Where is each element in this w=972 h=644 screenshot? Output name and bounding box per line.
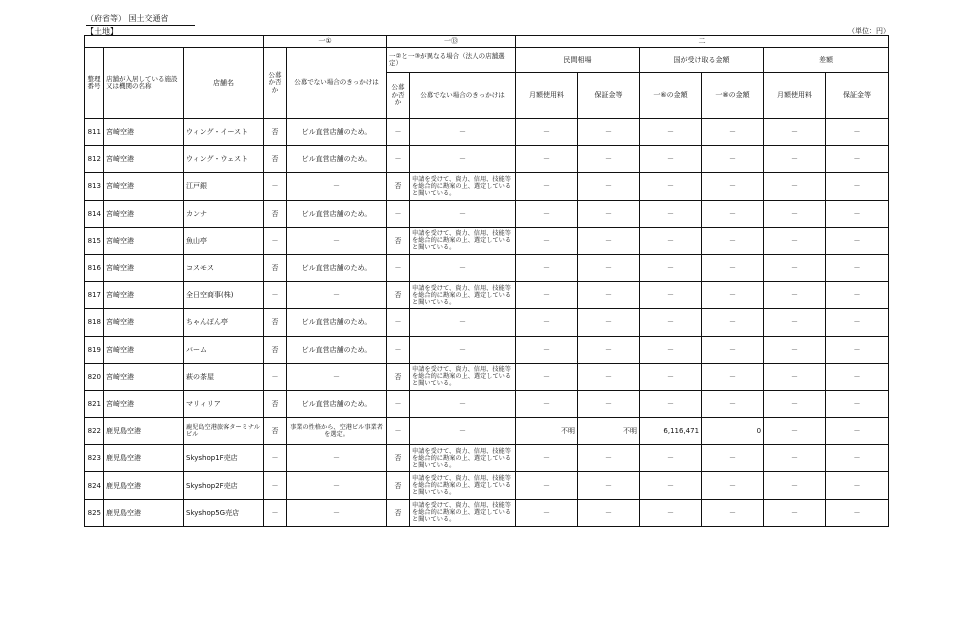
cell-reason-2: － [410,336,516,363]
table-row [85,282,889,309]
cell-reason-1: － [287,173,387,200]
cell-public-2: － [387,418,410,445]
cell-no: 824 [85,472,104,499]
cell-public-1: － [264,363,287,390]
category-label: 【土地】 [86,27,118,36]
cell-public-1: － [264,282,287,309]
cell-market-monthly: － [516,146,578,173]
cell-gap-deposit: － [826,418,889,445]
cell-national-8: － [702,363,764,390]
table-row [85,390,889,417]
cell-reason-2: 申請を受けて、資力、信用、技能等を総合的に勘案の上、選定していると聞いている。 [410,282,516,309]
cell-reason-2: 申請を受けて、資力、信用、技能等を総合的に勘案の上、選定していると聞いている。 [410,472,516,499]
cell-market-monthly: － [516,282,578,309]
cell-no: 818 [85,309,104,336]
cell-market-deposit: － [578,146,640,173]
cell-facility: 宮崎空港 [104,173,184,200]
cell-market-monthly: 不明 [516,418,578,445]
cell-facility: 鹿児島空港 [104,499,184,526]
header-reason-1: 公募でない場合のきっかけは [287,48,387,119]
cell-gap-monthly: － [764,254,826,281]
table-row [85,499,889,526]
cell-public-1: 否 [264,146,287,173]
header-facility: 店舗が入居している施設又は機関の名称 [104,48,184,119]
cell-no: 817 [85,282,104,309]
cell-gap-deposit: － [826,146,889,173]
cell-gap-monthly: － [764,336,826,363]
cell-public-2: 否 [387,227,410,254]
cell-facility: 鹿児島空港 [104,472,184,499]
cell-market-monthly: － [516,445,578,472]
cell-store: Skyshop2F売店 [184,472,264,499]
cell-reason-1: ビル直営店舗のため。 [287,309,387,336]
cell-public-2: 否 [387,445,410,472]
cell-reason-2: － [410,146,516,173]
header-diff: 一②と一③が異なる場合（法人の店舗選定） [387,48,516,73]
cell-national-8: － [702,200,764,227]
ministry-label: （府省等） 国土交通省 [86,13,195,26]
cell-gap-monthly: － [764,173,826,200]
cell-public-2: － [387,146,410,173]
cell-no: 820 [85,363,104,390]
cell-market-deposit: － [578,336,640,363]
cell-market-monthly: － [516,390,578,417]
cell-store: カンナ [184,200,264,227]
cell-gap-monthly: － [764,282,826,309]
cell-national-8: － [702,445,764,472]
cell-reason-2: 申請を受けて、資力、信用、技能等を総合的に勘案の上、選定していると聞いている。 [410,363,516,390]
cell-public-1: － [264,227,287,254]
cell-no: 814 [85,200,104,227]
cell-facility: 宮崎空港 [104,119,184,146]
cell-facility: 宮崎空港 [104,390,184,417]
cell-market-monthly: － [516,227,578,254]
cell-gap-monthly: － [764,499,826,526]
cell-no: 811 [85,119,104,146]
table-row [85,254,889,281]
cell-gap-deposit: － [826,200,889,227]
cell-store: コスモス [184,254,264,281]
cell-public-1: － [264,173,287,200]
cell-no: 812 [85,146,104,173]
cell-market-deposit: － [578,390,640,417]
cell-store: 魚山亭 [184,227,264,254]
cell-national-8: － [702,309,764,336]
cell-reason-2: 申請を受けて、資力、信用、技能等を総合的に勘案の上、選定していると聞いている。 [410,499,516,526]
cell-national-6: － [640,173,702,200]
header-group-1: 一① [264,36,387,48]
cell-no: 825 [85,499,104,526]
header-national-8: 一⑧の金額 [702,73,764,119]
cell-public-1: 否 [264,390,287,417]
header-gap-deposit: 保証金等 [826,73,889,119]
cell-market-monthly: － [516,200,578,227]
table-row [85,200,889,227]
table-body [85,119,889,527]
cell-market-monthly: － [516,119,578,146]
cell-public-2: － [387,390,410,417]
cell-reason-1: － [287,445,387,472]
cell-reason-1: 事業の性格から、空港ビル事業者を選定。 [287,418,387,445]
header-public-2: 公募か否か [387,73,410,119]
cell-national-6: － [640,282,702,309]
cell-reason-2: － [410,254,516,281]
cell-reason-1: － [287,499,387,526]
cell-store: Skyshop1F売店 [184,445,264,472]
cell-no: 813 [85,173,104,200]
cell-gap-deposit: － [826,445,889,472]
cell-public-2: 否 [387,173,410,200]
table-row [85,472,889,499]
cell-store: 全日空商事(株) [184,282,264,309]
cell-reason-2: － [410,418,516,445]
cell-reason-1: ビル直営店舗のため。 [287,200,387,227]
cell-public-1: 否 [264,309,287,336]
cell-national-8: － [702,254,764,281]
cell-market-deposit: － [578,173,640,200]
table-row [85,309,889,336]
header-national: 国が受け取る金額 [640,48,764,73]
table-row [85,146,889,173]
cell-gap-monthly: － [764,445,826,472]
cell-facility: 宮崎空港 [104,336,184,363]
cell-national-6: － [640,200,702,227]
cell-public-2: 否 [387,363,410,390]
cell-national-8: － [702,282,764,309]
cell-gap-monthly: － [764,146,826,173]
cell-national-6: － [640,363,702,390]
cell-public-1: － [264,499,287,526]
cell-gap-monthly: － [764,309,826,336]
cell-national-6: － [640,472,702,499]
table-row [85,336,889,363]
cell-national-6: － [640,336,702,363]
cell-gap-deposit: － [826,282,889,309]
cell-no: 819 [85,336,104,363]
cell-reason-2: － [410,200,516,227]
cell-public-2: － [387,119,410,146]
cell-public-1: 否 [264,119,287,146]
cell-facility: 宮崎空港 [104,254,184,281]
cell-market-deposit: － [578,309,640,336]
cell-reason-1: － [287,282,387,309]
unit-label: （単位：円） [848,27,890,35]
cell-market-deposit: － [578,499,640,526]
cell-public-2: 否 [387,472,410,499]
cell-national-8: － [702,390,764,417]
cell-facility: 宮崎空港 [104,309,184,336]
header-market: 民間相場 [516,48,640,73]
cell-gap-monthly: － [764,363,826,390]
cell-no: 816 [85,254,104,281]
cell-market-deposit: － [578,200,640,227]
store-table [84,35,889,527]
cell-gap-monthly: － [764,390,826,417]
cell-gap-deposit: － [826,119,889,146]
header-group-13: 一⑬ [387,36,516,48]
cell-national-6: 6,116,471 [640,418,702,445]
cell-gap-monthly: － [764,472,826,499]
cell-gap-deposit: － [826,472,889,499]
cell-market-monthly: － [516,309,578,336]
cell-reason-1: ビル直営店舗のため。 [287,119,387,146]
header-gap: 差額 [764,48,889,73]
cell-market-monthly: － [516,363,578,390]
cell-store: マリィリア [184,390,264,417]
cell-facility: 宮崎空港 [104,363,184,390]
cell-gap-monthly: － [764,418,826,445]
table-header [85,36,889,119]
cell-public-1: － [264,445,287,472]
cell-reason-1: ビル直営店舗のため。 [287,336,387,363]
header-store: 店舗名 [184,48,264,119]
cell-national-6: － [640,227,702,254]
header-market-monthly: 月額使用料 [516,73,578,119]
cell-gap-deposit: － [826,336,889,363]
cell-reason-1: － [287,227,387,254]
cell-national-6: － [640,309,702,336]
cell-store: ウィング・イースト [184,119,264,146]
cell-public-2: － [387,254,410,281]
cell-facility: 鹿児島空港 [104,418,184,445]
cell-reason-1: － [287,472,387,499]
cell-public-2: － [387,200,410,227]
cell-national-8: － [702,472,764,499]
cell-reason-1: ビル直営店舗のため。 [287,254,387,281]
cell-market-monthly: － [516,254,578,281]
cell-public-1: － [264,472,287,499]
cell-market-deposit: － [578,472,640,499]
cell-gap-deposit: － [826,499,889,526]
cell-national-8: － [702,146,764,173]
table-row [85,363,889,390]
header-reason-2: 公募でない場合のきっかけは [410,73,516,119]
cell-market-deposit: － [578,119,640,146]
cell-market-deposit: 不明 [578,418,640,445]
cell-reason-1: ビル直営店舗のため。 [287,146,387,173]
cell-market-deposit: － [578,227,640,254]
header-gap-monthly: 月額使用料 [764,73,826,119]
cell-public-2: 否 [387,499,410,526]
cell-national-8: － [702,119,764,146]
cell-no: 823 [85,445,104,472]
cell-market-monthly: － [516,472,578,499]
cell-gap-deposit: － [826,363,889,390]
cell-reason-2: 申請を受けて、資力、信用、技能等を総合的に勘案の上、選定していると聞いている。 [410,227,516,254]
cell-store: バーム [184,336,264,363]
cell-public-1: 否 [264,418,287,445]
cell-facility: 宮崎空港 [104,146,184,173]
cell-store: ウィング・ウェスト [184,146,264,173]
cell-store: 江戸銀 [184,173,264,200]
header-empty-left [85,36,264,48]
cell-reason-2: 申請を受けて、資力、信用、技能等を総合的に勘案の上、選定していると聞いている。 [410,445,516,472]
cell-public-1: 否 [264,254,287,281]
cell-national-6: － [640,119,702,146]
cell-market-deposit: － [578,445,640,472]
table-row [85,445,889,472]
cell-reason-1: ビル直営店舗のため。 [287,390,387,417]
cell-national-8: － [702,227,764,254]
cell-public-1: 否 [264,200,287,227]
header-group-2: 二 [516,36,889,48]
cell-gap-deposit: － [826,390,889,417]
cell-public-1: 否 [264,336,287,363]
cell-public-2: － [387,336,410,363]
cell-facility: 宮崎空港 [104,227,184,254]
cell-gap-monthly: － [764,119,826,146]
cell-no: 822 [85,418,104,445]
cell-gap-monthly: － [764,200,826,227]
cell-national-6: － [640,445,702,472]
cell-national-6: － [640,254,702,281]
cell-gap-deposit: － [826,309,889,336]
cell-reason-2: 申請を受けて、資力、信用、技能等を総合的に勘案の上、選定していると聞いている。 [410,173,516,200]
cell-facility: 宮崎空港 [104,200,184,227]
table-row [85,173,889,200]
cell-gap-deposit: － [826,227,889,254]
cell-market-monthly: － [516,499,578,526]
cell-market-monthly: － [516,173,578,200]
header-no: 整理番号 [85,48,104,119]
cell-market-monthly: － [516,336,578,363]
cell-market-deposit: － [578,282,640,309]
cell-national-8: 0 [702,418,764,445]
cell-store: 萩の茶屋 [184,363,264,390]
cell-national-8: － [702,336,764,363]
header-national-6: 一⑥の金額 [640,73,702,119]
cell-reason-2: － [410,390,516,417]
cell-market-deposit: － [578,363,640,390]
cell-national-8: － [702,173,764,200]
cell-no: 821 [85,390,104,417]
table-row [85,418,889,445]
cell-gap-deposit: － [826,173,889,200]
cell-facility: 鹿児島空港 [104,445,184,472]
cell-reason-2: － [410,119,516,146]
cell-national-6: － [640,390,702,417]
header-public-1: 公募か否か [264,48,287,119]
cell-public-2: － [387,309,410,336]
cell-reason-2: － [410,309,516,336]
cell-store: Skyshop5G売店 [184,499,264,526]
cell-gap-deposit: － [826,254,889,281]
cell-facility: 宮崎空港 [104,282,184,309]
cell-public-2: 否 [387,282,410,309]
cell-national-6: － [640,146,702,173]
table-row [85,119,889,146]
cell-store: ちゃんぽん亭 [184,309,264,336]
cell-gap-monthly: － [764,227,826,254]
cell-national-6: － [640,499,702,526]
cell-reason-1: － [287,363,387,390]
cell-national-8: － [702,499,764,526]
table-row [85,227,889,254]
cell-store: 鹿児島空港旅客ターミナルビル [184,418,264,445]
cell-market-deposit: － [578,254,640,281]
header-market-deposit: 保証金等 [578,73,640,119]
cell-no: 815 [85,227,104,254]
